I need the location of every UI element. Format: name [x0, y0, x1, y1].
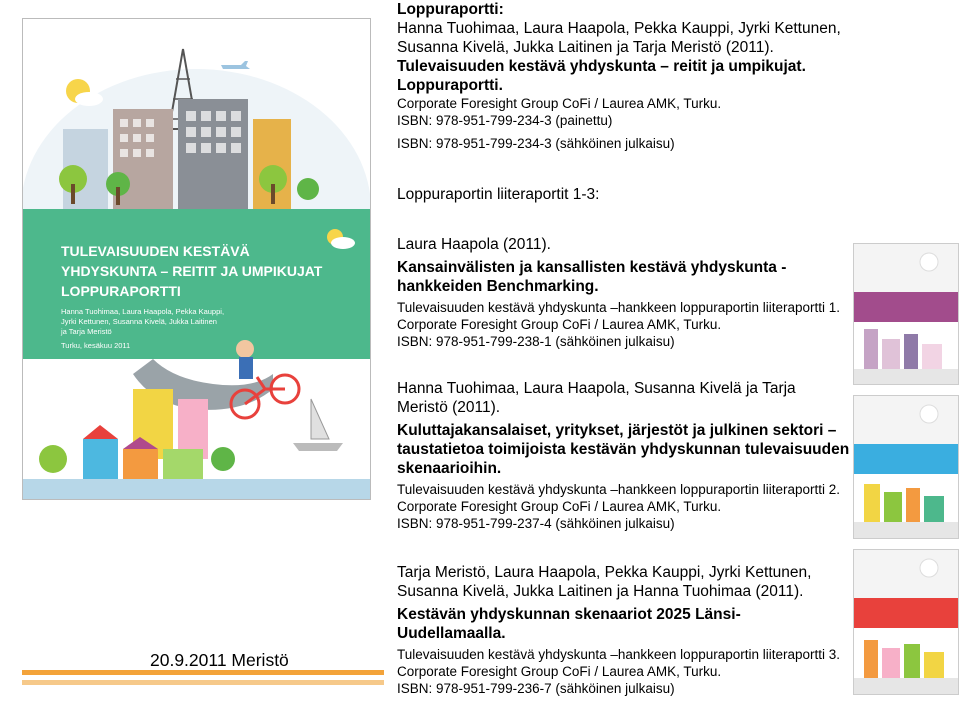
- main-report-cover: [22, 18, 371, 500]
- cover-title-line: TULEVAISUUDEN KESTÄVÄ: [61, 243, 250, 259]
- appendix-publisher: Corporate Foresight Group CoFi / Laurea AMK, Turku.: [397, 499, 722, 514]
- cover-title-line: YHDYSKUNTA – REITIT JA UMPIKUJAT: [61, 263, 323, 279]
- main-report-isbn-print: ISBN: 978-951-799-234-3 (painettu): [397, 113, 613, 128]
- cover-authors: [61, 307, 224, 337]
- appendix-3-cover-thumbnail: [853, 549, 959, 695]
- footer-divider-light: [22, 680, 384, 685]
- appendix-title: Kuluttajakansalaiset, yritykset, järjestöt ja julkinen sektori – taustatietoa toimijoista kestävän yhdyskunnan tulevaisuuden skenaarioihin.: [397, 422, 850, 477]
- appendix-publisher: Corporate Foresight Group CoFi / Laurea AMK, Turku.: [397, 317, 722, 332]
- appendix-1-cover-art: [854, 244, 958, 384]
- main-report-authors: Hanna Tuohimaa, Laura Haapola, Pekka Kauppi, Jyrki Kettunen, Susanna Kivelä, Jukka Laitinen ja Tarja Meristö (2011).: [397, 20, 841, 56]
- appendix-1-cover-thumbnail: [853, 243, 959, 385]
- appendix-1: [397, 235, 847, 350]
- footer-divider: [22, 670, 384, 675]
- appendix-authors: Tarja Meristö, Laura Haapola, Pekka Kauppi, Jyrki Kettunen, Susanna Kivelä, Jukka Laitinen ja Hanna Tuohimaa (2011).: [397, 564, 812, 600]
- main-report-publisher: Corporate Foresight Group CoFi / Laurea AMK, Turku.: [397, 96, 722, 111]
- appendix-2-cover-art: [854, 396, 958, 538]
- cover-authors-line: Hanna Tuohimaa, Laura Haapola, Pekka Kauppi,: [61, 307, 225, 316]
- appendix-title: Kestävän yhdyskunnan skenaariot 2025 Länsi-Uudellamaalla.: [397, 606, 741, 642]
- appendix-authors: Hanna Tuohimaa, Laura Haapola, Susanna Kivelä ja Tarja Meristö (2011).: [397, 380, 796, 416]
- cover-date: Turku, kesäkuu 2011: [61, 341, 131, 350]
- cover-authors-line: ja Tarja Meristö: [61, 327, 112, 336]
- appendix-authors: Laura Haapola (2011).: [397, 236, 551, 253]
- cover-title-line: LOPPURAPORTTI: [61, 283, 181, 299]
- main-report-title: Tulevaisuuden kestävä yhdyskunta – reitit ja umpikujat. Loppuraportti.: [397, 58, 806, 94]
- footer-date: 20.9.2011 Meristö: [150, 650, 289, 670]
- appendix-isbn: ISBN: 978-951-799-238-1 (sähköinen julkaisu): [397, 334, 675, 349]
- appendix-isbn: ISBN: 978-951-799-236-7 (sähköinen julkaisu): [397, 681, 675, 696]
- appendix-3: [397, 563, 847, 697]
- appendix-title: Kansainvälisten ja kansallisten kestävä yhdyskunta -hankkeiden Benchmarking.: [397, 259, 787, 295]
- appendix-3-cover-art: [854, 550, 958, 694]
- main-report-block: [397, 0, 847, 152]
- appendix-isbn: ISBN: 978-951-799-237-4 (sähköinen julkaisu): [397, 516, 675, 531]
- main-report-isbn-digital: ISBN: 978-951-799-234-3 (sähköinen julkaisu): [397, 136, 675, 151]
- appendix-heading: Loppuraportin liiteraportit 1-3:: [397, 186, 600, 203]
- appendix-series: Tulevaisuuden kestävä yhdyskunta –hankkeen loppuraportin liiteraportti 1.: [397, 300, 841, 315]
- appendix-series: Tulevaisuuden kestävä yhdyskunta –hankkeen loppuraportin liiteraportti 3.: [397, 647, 841, 662]
- cover-title: [61, 241, 322, 301]
- main-report-heading: Loppuraportti:: [397, 1, 504, 18]
- appendix-2-cover-thumbnail: [853, 395, 959, 539]
- appendix-series: Tulevaisuuden kestävä yhdyskunta –hankkeen loppuraportin liiteraportti 2.: [397, 482, 841, 497]
- cover-authors-line: Jyrki Kettunen, Susanna Kivelä, Jukka Laitinen: [61, 317, 217, 326]
- appendix-2: [397, 379, 850, 532]
- appendix-publisher: Corporate Foresight Group CoFi / Laurea AMK, Turku.: [397, 664, 722, 679]
